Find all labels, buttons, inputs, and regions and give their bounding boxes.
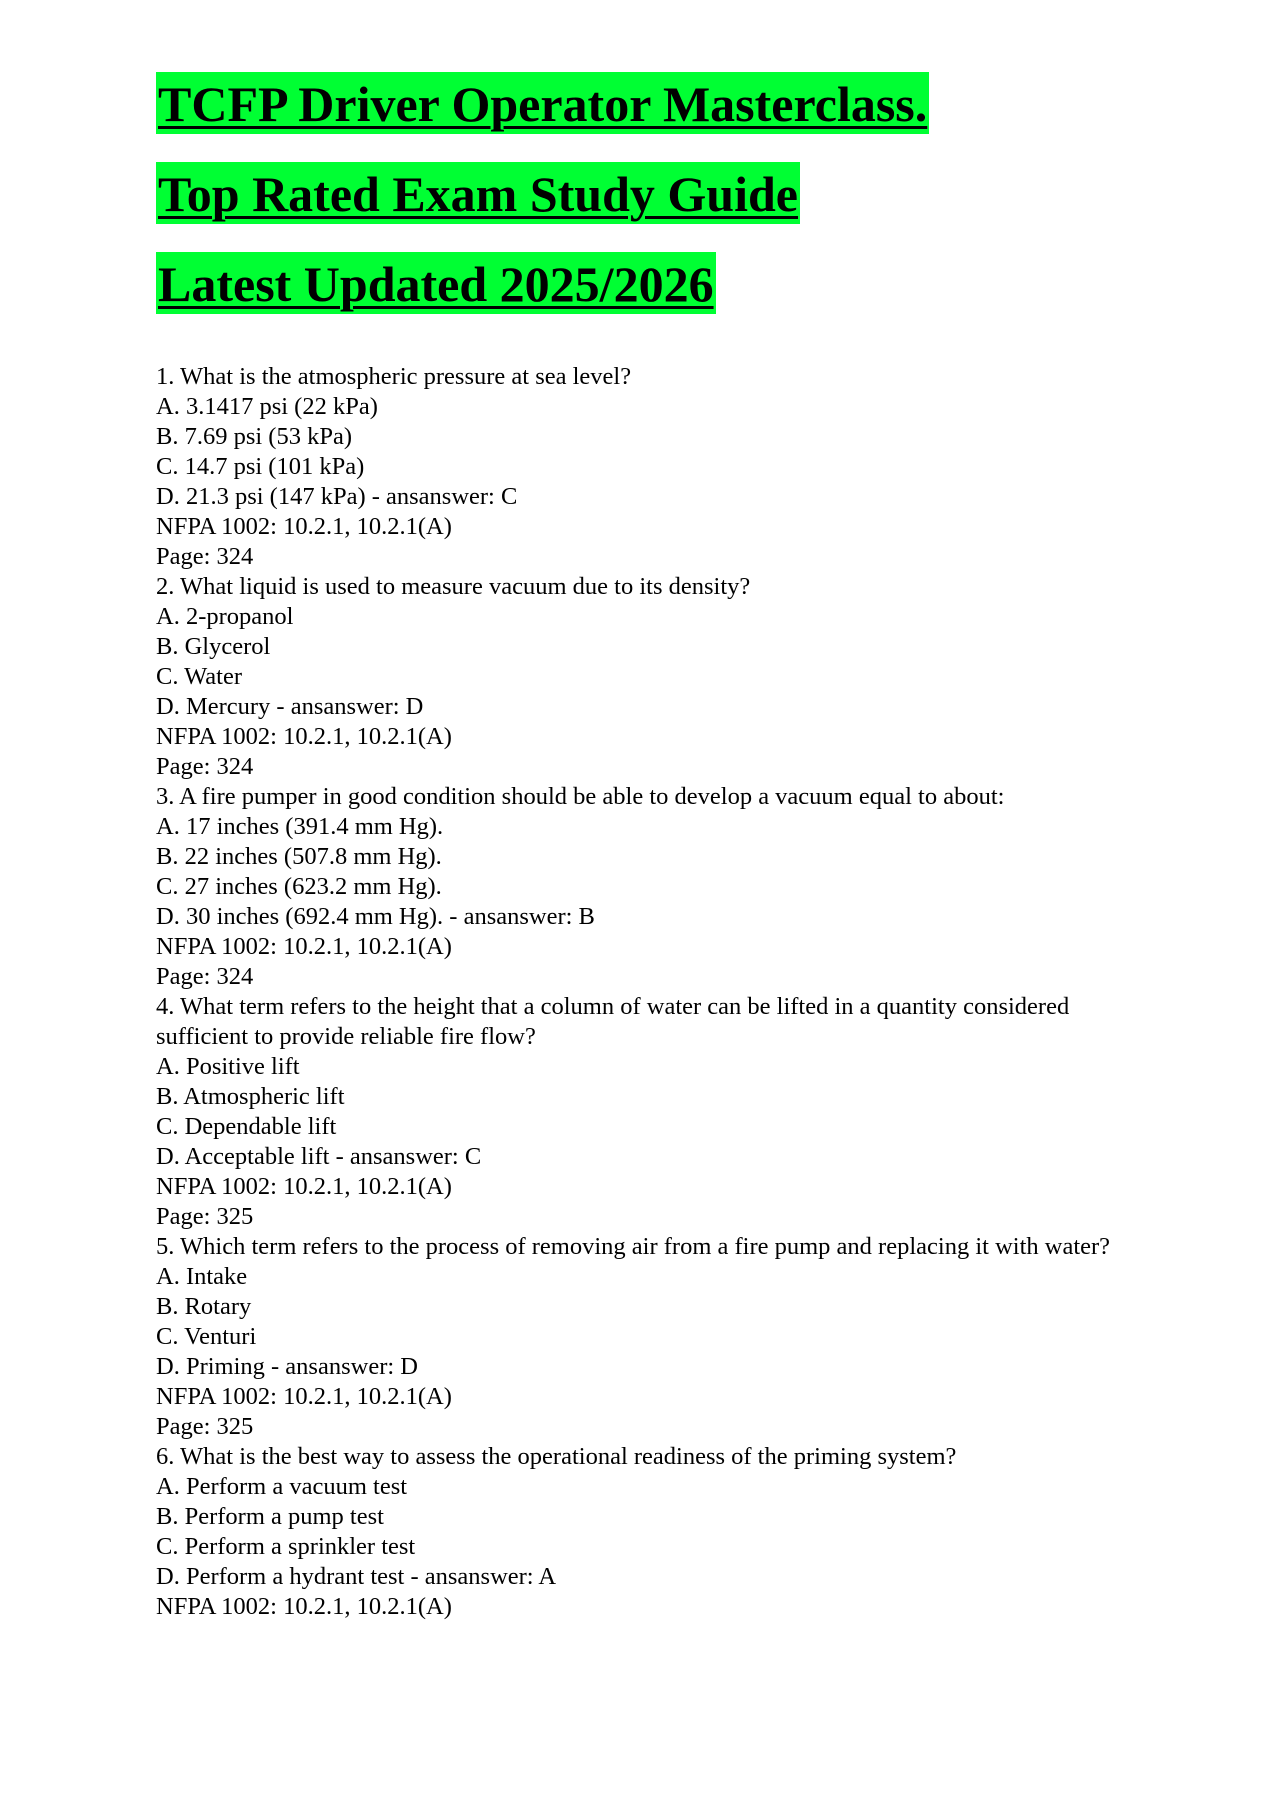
question-item-3 [156,782,1146,992]
option-d: D. Mercury - ansanswer: D [156,693,424,720]
reference: NFPA 1002: 10.2.1, 10.2.1(A) [156,1173,452,1200]
option-c: C. 27 inches (623.2 mm Hg). [156,873,442,900]
option-a: A. Positive lift [156,1053,300,1080]
question-text: 6. What is the best way to assess the operational readiness of the priming system? [156,1443,957,1470]
reference: NFPA 1002: 10.2.1, 10.2.1(A) [156,723,452,750]
option-c: C. 14.7 psi (101 kPa) [156,453,365,480]
option-a: A. 2-propanol [156,603,294,630]
question-text: 4. What term refers to the height that a column of water can be lifted in a quantity considered sufficient to provide reliable fire flow? [156,993,1076,1050]
subtitle-line [156,162,1146,224]
option-d: D. Priming - ansanswer: D [156,1353,418,1380]
option-d: D. 30 inches (692.4 mm Hg). - ansanswer: B [156,903,595,930]
page-reference: Page: 325 [156,1203,254,1230]
question-list [156,362,1146,1622]
option-d: D. 21.3 psi (147 kPa) - ansanswer: C [156,483,518,510]
reference: NFPA 1002: 10.2.1, 10.2.1(A) [156,1593,452,1620]
question-text: 2. What liquid is used to measure vacuum due to its density? [156,573,751,600]
option-a: A. 17 inches (391.4 mm Hg). [156,813,444,840]
document-page [156,72,1146,1622]
title-block [156,72,1146,314]
option-d: D. Acceptable lift - ansanswer: C [156,1143,482,1170]
option-d: D. Perform a hydrant test - ansanswer: A [156,1563,557,1590]
reference: NFPA 1002: 10.2.1, 10.2.1(A) [156,513,452,540]
title-line-1: TCFP Driver Operator Masterclass. [156,72,929,134]
question-item-5 [156,1232,1146,1442]
question-item-2 [156,572,1146,782]
option-b: B. Rotary [156,1293,252,1320]
question-item-6 [156,1442,1146,1622]
option-b: B. Perform a pump test [156,1503,384,1530]
question-text: 5. Which term refers to the process of removing air from a fire pump and replacing it with water? [156,1233,1111,1260]
title-line-2: Top Rated Exam Study Guide [156,162,800,224]
question-item-4 [156,992,1146,1232]
question-item-1 [156,362,1146,572]
option-c: C. Perform a sprinkler test [156,1533,416,1560]
option-c: C. Water [156,663,243,690]
page-reference: Page: 325 [156,1413,254,1440]
title-line-3: Latest Updated 2025/2026 [156,252,716,314]
option-b: B. 22 inches (507.8 mm Hg). [156,843,442,870]
option-a: A. 3.1417 psi (22 kPa) [156,393,378,420]
page-reference: Page: 324 [156,543,254,570]
page-reference: Page: 324 [156,753,254,780]
reference: NFPA 1002: 10.2.1, 10.2.1(A) [156,933,452,960]
option-b: B. Atmospheric lift [156,1083,345,1110]
option-c: C. Venturi [156,1323,257,1350]
date-line [156,252,1146,314]
option-a: A. Perform a vacuum test [156,1473,408,1500]
page-reference: Page: 324 [156,963,254,990]
option-b: B. 7.69 psi (53 kPa) [156,423,352,450]
question-text: 1. What is the atmospheric pressure at sea level? [156,363,632,390]
option-c: C. Dependable lift [156,1113,337,1140]
option-a: A. Intake [156,1263,248,1290]
reference: NFPA 1002: 10.2.1, 10.2.1(A) [156,1383,452,1410]
title-line [156,72,1146,134]
question-text: 3. A fire pumper in good condition should be able to develop a vacuum equal to about: [156,783,1005,810]
option-b: B. Glycerol [156,633,271,660]
